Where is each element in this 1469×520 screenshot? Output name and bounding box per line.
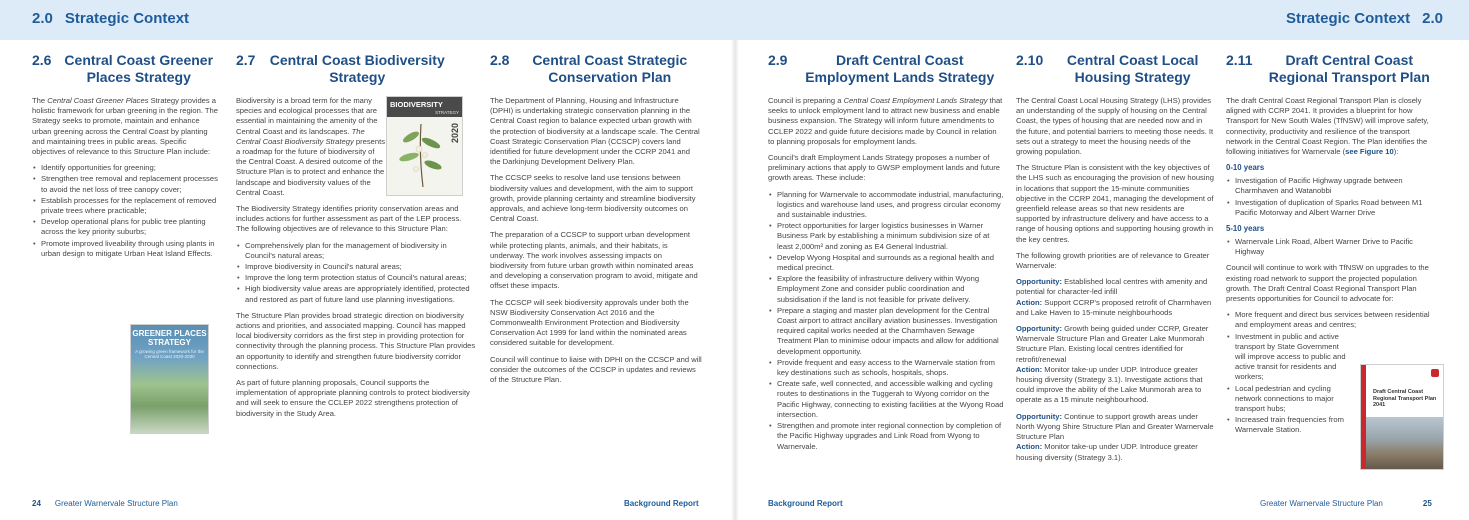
section-2-10: [1016, 52, 1214, 492]
header-right-number: 2.0: [1422, 10, 1443, 27]
text: The: [32, 96, 48, 105]
list-item: • Create safe, well connected, and accessible walking and cycling routes to destinations in the Tuggerah to Wyong corridor on the Pacific Highway, connecting to existing facilities at the Wyong Road intersection.: [768, 379, 1004, 420]
text-italic: Central Coast Employment Lands Strategy: [843, 96, 988, 105]
section-number: 2.9: [768, 52, 788, 68]
figure-reference: see Figure 10: [1345, 147, 1394, 157]
text: Monitor take-up under UDP. Introduce greater housing diversity (Strategy 3.1). Investigate actions that could improve the ability of the Lake Munmorah area to operate as a 15 minute neighbourhood.: [1016, 364, 1203, 405]
paragraph: The Structure Plan provides broad strategic direction on biodiversity actions and priorities, and associated mapping. Council has mapped local biodiversity corridors as the first step in providing protection for connectivity through the planning process. This Structure Plan provides an opportunity to identify and strengthen future biodiversity corridor connections.: [236, 310, 476, 371]
action-label: Action:: [1016, 442, 1043, 452]
action-label: Action:: [1016, 297, 1043, 307]
paragraph: [236, 96, 386, 198]
text: Strategy provides a holistic framework for urban greening in the region. The Strategy seeks to promote, maintain and enhance urban greening across the Central Coast by planting and maintaining trees in public areas. Specific objectives of relevance to this Structure Plan include:: [32, 96, 219, 157]
list-item: • Promote improved liveability through using plants in urban design to mitigate Urban Heat Island Effects.: [32, 239, 218, 259]
timeframe-heading: 0-10 years: [1226, 163, 1265, 173]
eucalyptus-illustration: [391, 119, 451, 189]
paragraph: The Biodiversity Strategy identifies priority conservation areas and includes actions for further assessment as part of the LEP process. The following objectives are of relevance to this Structure Plan:: [236, 204, 462, 234]
action-label: Action:: [1016, 364, 1043, 374]
paragraph: The preparation of a CCSCP to support urban development while protecting plants, animals, and their habitats, is underway. The work involves assessing impacts on biodiversity from future urban growth within nominated areas and developing a conservation program to avoid, mitigate and offset these impacts.: [490, 230, 698, 291]
paragraph: The Structure Plan is consistent with the key objectives of the LHS such as encouraging the provision of new housing in locations that support the 15-minute communities objective in the CCRP 2041, managing the development of greenfield release areas so that new residents are supported by infrastructure delivery and have access to a range of housing options and supporting housing growth in the key centres.: [1016, 163, 1214, 244]
list-item: • Explore the feasibility of infrastructure delivery within Wyong Employment Zone and consider public coordination and subsidisation if the land is not feasible for private delivery.: [768, 274, 1004, 305]
text: that seeks to unlock employment land to attract new business and enable business expansion. The Strategy will inform future amendments to CCLEP 2022 and guide future decisions made by Council in relation to planning proposals for employment lands.: [768, 96, 1003, 146]
header-right-title: Strategic Context: [1285, 10, 1411, 27]
list-item: • Provide frequent and easy access to the Warnervale station from key destinations such as schools, hospitals, shops.: [768, 358, 1004, 378]
greener-places-cover-image: [130, 324, 209, 434]
paragraph: [1226, 96, 1438, 157]
list-item: • Strengthen tree removal and replacement processes to avoid the net loss of tree canopy cover;: [32, 174, 218, 194]
footer-right: [1260, 499, 1432, 508]
section-number: 2.11: [1226, 52, 1253, 68]
paragraph: As part of future planning proposals, Council supports the implementation of appropriate planning controls to protect biodiversity and will seek to ensure the CCLEP 2022 strengthens protection of biodiversity in the Study Area.: [236, 378, 470, 418]
paragraph: [32, 96, 218, 157]
section-heading: [768, 52, 1004, 86]
list-item: • Investigation of Pacific Highway upgrade between Charmhaven and Watanobbi: [1226, 176, 1438, 196]
opportunity-label: Opportunity:: [1016, 411, 1062, 421]
section-heading: [236, 52, 451, 86]
section-2-7: [236, 52, 476, 492]
cover-subtitle: STRATEGY: [387, 110, 462, 117]
cover-photo: [1366, 417, 1444, 470]
list-item: • Identify opportunities for greening;: [32, 163, 218, 173]
paragraph: [768, 96, 1004, 147]
paragraph: The CCSCP will seek biodiversity approvals under both the NSW Biodiversity Conservation Act 2016 and the Commonwealth Environment Protection and Biodiversity Conservation Act 1999 for land within the nominated areas considered suitable for development.: [490, 297, 689, 348]
text-italic: Central Coast Greener Places: [47, 96, 149, 105]
section-2-9: [768, 52, 1004, 492]
opportunity-label: Opportunity:: [1016, 324, 1062, 334]
cover-year: 2020: [450, 123, 460, 144]
section-heading: [1016, 52, 1214, 86]
text: ):: [1393, 147, 1399, 157]
paragraph: Council will continue to liaise with DPHI on the CCSCP and will consider the outcomes of the CCSCP in updates and reviews of the Structure Plan.: [490, 354, 702, 385]
paragraph: The CCSCP seeks to resolve land use tensions between biodiversity values and development, with the aim to support growth, provide planning certainty and streamline biodiversity approvals, and achieve long-term biodiversity outcomes on Central Coast.: [490, 173, 696, 224]
page-number: 24: [32, 499, 41, 508]
paragraph: The following growth priorities are of relevance to Greater Warnervale:: [1016, 250, 1210, 271]
cover-title: Draft Central Coast Regional Transport Plan 2041: [1373, 389, 1437, 408]
timeframe-heading: 5-10 years: [1226, 224, 1265, 234]
paragraph: Council's draft Employment Lands Strategy proposes a number of preliminary actions that apply to GWSP employment lands and future growth areas. These include:: [768, 153, 1001, 183]
list-item: • Establish processes for the replacement of removed private trees where practicable;: [32, 196, 218, 216]
bullet-list: [1226, 237, 1438, 257]
section-title: Central Coast Greener Places Strategy: [64, 52, 214, 85]
header-left-number: 2.0: [32, 10, 53, 27]
list-item: • Strengthen and promote inter regional connection by completion of the Pacific Highway upgrades and Link Road from Wyong to Warnervale.: [768, 421, 1004, 452]
list-item: • Prepare a staging and master plan development for the Central Coast airport to attract ancillary aviation businesses. Investigation required capital works needed at the Charmhaven Sewage Treatment Plan to minimise odour impacts and allow for additional development opportunity.: [768, 306, 1004, 357]
list-item: • Investigation of duplication of Sparks Road between M1 Pacific Motorway and Albert Warner Drive: [1226, 198, 1438, 218]
growth-priority-item: [1016, 324, 1214, 406]
footer-right-report: Background Report: [768, 499, 843, 508]
list-item: • Develop Wyong Hospital and surrounds as a regional health and medical precinct.: [768, 253, 1004, 273]
opportunity-label: Opportunity:: [1016, 277, 1062, 287]
list-item: • Improve the long term protection status of Council's natural areas;: [236, 273, 476, 283]
list-item: • Protect opportunities for larger logistics businesses in Warner Business Park by establishing a minimum subdivision size of at least 2,000m² and zoning as E4 General Industrial.: [768, 221, 1004, 252]
list-item: • Increased train frequencies from Warnervale Station.: [1226, 415, 1348, 435]
text: Biodiversity is a broad term for the many species and ecological processes that are essential in maintaining the amenity of the Central Coast and its landscapes.: [236, 96, 378, 136]
footer-document-title: Greater Warnervale Structure Plan: [1260, 499, 1383, 508]
section-title: Draft Central Coast Employment Lands Strategy: [805, 52, 995, 85]
list-item: • Develop operational plans for public tree planting across the key priority suburbs;: [32, 217, 218, 237]
text-italic: The Central Coast Biodiversity Strategy: [236, 126, 365, 146]
paragraph: The Central Coast Local Housing Strategy (LHS) provides an understanding of the supply of housing on the Central Coast, the types of housing that are needed now and in the future, and potential barriers to meeting those needs. It sets out a strategy to meet the housing needs of the growing population.: [1016, 96, 1214, 157]
growth-priority-item: [1016, 412, 1214, 463]
list-item: • Improve biodiversity in Council's natural areas;: [236, 262, 476, 272]
page-number: 25: [1422, 499, 1432, 508]
nsw-logo-icon: [1431, 369, 1439, 377]
biodiversity-strategy-cover-image: [386, 96, 463, 196]
header-right: [1286, 10, 1443, 27]
section-2-11: [1226, 52, 1438, 492]
list-item: • More frequent and direct bus services between residential and employment areas and centres;: [1226, 310, 1436, 330]
text: Established local centres with amenity and potential for character-led infill: [1016, 277, 1208, 297]
footer-left-report: Background Report: [624, 499, 699, 508]
text: The draft Central Coast Regional Transport Plan is closely aligned with CCRP 2041. It provides a blueprint for how Transport for New South Wales (TfNSW) will improve safety, connectivity, productivity and resilience of the transport network in the Central Coast Region. The Plan identifies the following initiatives for Warnervale (: [1226, 96, 1429, 157]
list-item: • Planning for Warnervale to accommodate industrial, manufacturing, logistics and warehouse land uses, and progress circular economy and sustainable industries.: [768, 190, 1004, 221]
list-item: • Local pedestrian and cycling network connections to major transport hubs;: [1226, 384, 1348, 415]
page-header: [0, 0, 1469, 40]
section-2-8: [490, 52, 702, 492]
text: Support CCRP's proposed retrofit of Charmhaven and Lake Haven to 15-minute neighbourhoods: [1016, 297, 1212, 317]
text: presents a roadmap for the future of biodiversity of the Central Coast. A desired outcome of the Structure Plan is to protect and enhance the landscape and biodiversity values of the Central Coast.: [236, 136, 386, 197]
bullet-list: [1226, 176, 1438, 218]
paragraph: Council will continue to work with TfNSW on upgrades to the existing road network to support the projected population growth. The Draft Central Coast Regional Transport Plan presents opportunities for Council to advocate for:: [1226, 263, 1429, 304]
section-number: 2.6: [32, 52, 52, 68]
list-item: • Comprehensively plan for the management of biodiversity in Council's natural areas;: [236, 241, 476, 261]
bullet-list: [236, 241, 476, 305]
bullet-list: [768, 190, 1004, 452]
section-title: Central Coast Local Housing Strategy: [1066, 52, 1199, 85]
section-number: 2.10: [1016, 52, 1044, 68]
cover-title: BIODIVERSITY: [387, 97, 462, 110]
regional-transport-plan-cover-image: [1360, 364, 1444, 470]
cover-subtitle: A growing green framework for the Central Coast 2020-2030: [135, 349, 204, 359]
list-item: • Investment in public and active transport by State Government will improve access to public and active transit for residents and workers;: [1226, 332, 1348, 383]
section-title: Central Coast Biodiversity Strategy: [269, 52, 445, 85]
page-spread-gutter: [731, 40, 739, 520]
text: Council is preparing a: [768, 96, 844, 105]
section-number: 2.7: [236, 52, 256, 68]
section-number: 2.8: [490, 52, 510, 68]
bullet-list: [32, 163, 218, 259]
paragraph: The Department of Planning, Housing and Infrastructure (DPHI) is undertaking strategic conservation planning in the Central Coast region to balance expected urban growth with the protection of biodiversity at a landscape scale. The Central Coast Strategic Conservation Plan (CCSCP) covers land identified for future development under the CCRP 2041 and the Darkinjung Development Delivery Plan.: [490, 96, 700, 167]
header-left-title: Strategic Context: [64, 10, 190, 27]
header-left: [32, 10, 189, 27]
text: Growth being guided under CCRP, Greater Warnervale Structure Plan and Greater Lake Munmorah Structure Plan. Existing local centres identified for retrofit/renewal: [1016, 324, 1209, 364]
text: Monitor take-up under UDP. Introduce greater housing diversity (Strategy 3.1).: [1016, 442, 1198, 462]
section-title: Draft Central Coast Regional Transport Plan: [1268, 52, 1430, 85]
list-item: • Warnervale Link Road, Albert Warner Drive to Pacific Highway: [1226, 237, 1438, 257]
footer-document-title: Greater Warnervale Structure Plan: [54, 499, 178, 508]
text: Continue to support growth areas under North Wyong Shire Structure Plan and Greater Warnervale Structure Plan: [1016, 411, 1214, 442]
section-heading: [1226, 52, 1438, 86]
section-heading: [32, 52, 218, 86]
growth-priority-item: [1016, 277, 1214, 318]
section-2-6: [32, 52, 218, 492]
section-heading: [490, 52, 702, 86]
cover-title: GREENER PLACES STRATEGY: [132, 329, 207, 347]
section-title: Central Coast Strategic Conservation Plan: [532, 52, 688, 85]
footer-left: [32, 499, 178, 508]
list-item: • High biodiversity value areas are appropriately identified, protected and restored as part of future land use planning investigations.: [236, 284, 476, 304]
